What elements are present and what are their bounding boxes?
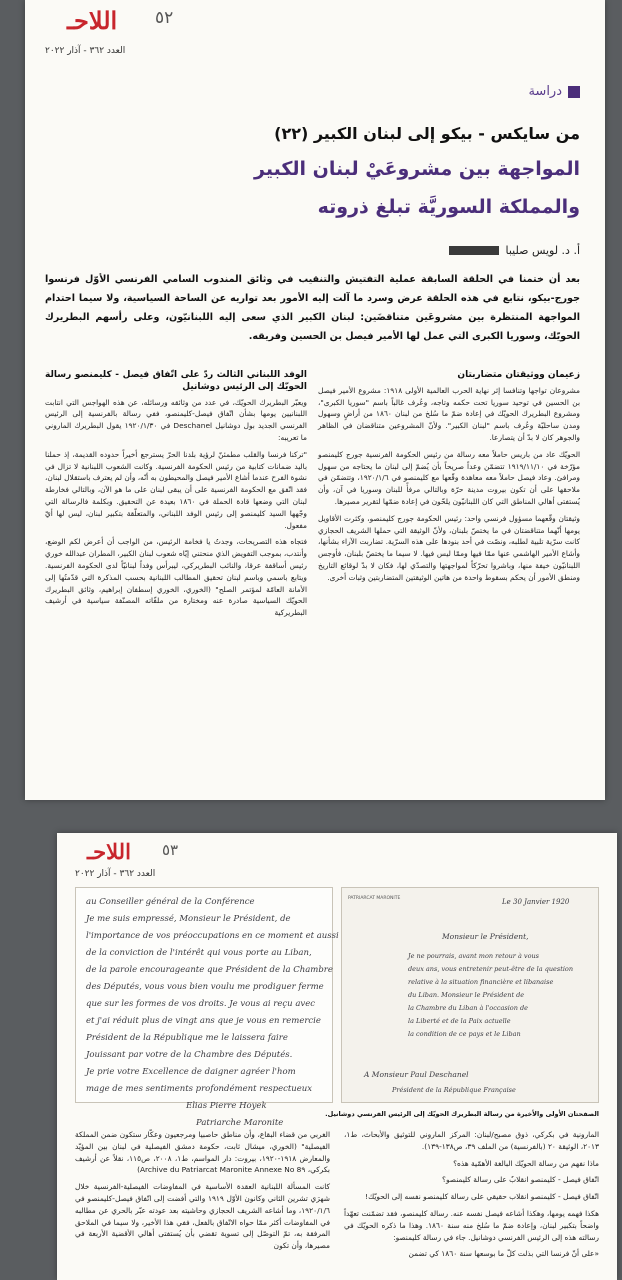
- article-series-title: من سايكس - بيكو إلى لبنان الكبير (٢٢): [274, 124, 580, 143]
- right-column-paragraph: وثيقتان وقّعهما مسؤول فرنسي واحد: رئيس الحكومة جورج كليمنصو، وكثرت الأقاويل يومها أنّهما متناقضتان في ما يختصّ بلبنان، ولأنّ الوثيقة التي حملها الشريف الحجازي كانت سرّية تلبية لطلبه، ونصّت في أحد بنودها على هذه السرّية. تضاربت الآراء بشأنها، وأشاع الأمير الهاشمي عنها ممّا فيها وممّا ليس فيها. لا سيما ما يختصّ بلبنان، فأوجس اللبنانيّون خيفة منها، وباشروا تحرّكاً لمواجهتها والتصدّي لها، فكان لا بدّ لوقائع التاريخ ومنطق الأمور أن يحكم بسقوط واحدة من هاتين الوثيقتين المتضاربتين وثبات أخرى.: [318, 513, 580, 582]
- page-number: ٥٣: [162, 841, 179, 859]
- left-column-paragraph: فتجاه هذه التصريحات، وجدتُ يا فخامة الرئيس، من الواجب أن أعرض لكم الوضع، وأنتدب، بموجب التفويض الذي منحتني إيّاه شعوب لبنان الكبير، المطران عبدالله خوري رئيس أساقفة عرقا، والنائب البطريركي، ليبرأس وفداً لبنانيّاً لدى الحكومة الفرنسية. ويتابع باسمي وباسم لبنان تحقيق المطالب اللبنانية بحسب المذكرة التي قدّمتُها إلى الأمانة العامّة لمؤتمر الصلح" (الخوري، الخوري إسطفان إبراهيم، وثائق البطريرك الحويّك السياسية صادرة عنه ومختارة من ملفّاته المصنّفة سياسية في أرشيف البطريركية: [45, 537, 307, 618]
- letter-body: [398, 950, 588, 1041]
- magazine-logo: اللاحـ: [67, 6, 118, 35]
- article-title-line-1: المواجهة بين مشروعَيْ لبنان الكبير: [254, 158, 580, 180]
- left-column-heading: الوفد اللبناني الثالث ردّ على اتّفاق فيصل - كليمنصو رسالة الحويّك إلى الرئيس دوشانيل: [45, 370, 307, 392]
- letter-signature-title: Patriarche Maronite: [196, 1118, 284, 1128]
- right-column-paragraph: الحويّك عاد من باريس حاملاً معه رسالة من رئيس الحكومة الفرنسية جورج كليمنصو مؤرّخة في ١٩١٩/١١/١٠ تتضمّن وعداً صريحاً بأن يُضمّ إلى لبنان ما يحتاجه من سهول ومرافئ. وعاد فيصل حاملاً معه معاهدة وقّعها مع كليمنصو في ١٩٢٠/١/٦، وتتضمّن في ملاحقها على أن تكون بيروت مدينة حرّة وبالتالي مرفأً للبنان وسوريا في آن، وأن يُستفتى أهالي المناطق التي كان اللبنانيّون يلحّون في إعادة ضمّها لتقرير مصيرها.: [318, 449, 580, 506]
- letter-line: relative à la situation financière et libanaise: [408, 978, 554, 986]
- author-name: أ. د. لويس صليبا: [505, 244, 580, 257]
- letter-salutation: Monsieur le Président,: [442, 932, 529, 941]
- section-square-icon: [568, 86, 580, 98]
- letter-line: et j'ai réduit plus de vingt ans que je vous en remercie: [86, 1016, 321, 1026]
- image-caption: الصفحتان الأولى والأخيرة من رسالة البطريرك الحويّك إلى الرئيس الفرنسي دوشانيل.: [325, 1110, 599, 1118]
- letter-line: la condition de ce pays et le Liban: [408, 1030, 521, 1038]
- right-column: [344, 1129, 599, 1279]
- author-byline: [449, 244, 580, 257]
- letter-line: mage de mes sentiments profondément respectueux: [86, 1084, 313, 1094]
- letter-addressee-title: Président de la République Française: [392, 1086, 516, 1094]
- letter-line: de la parole encourageante que Président de la Chambre: [86, 965, 333, 975]
- right-column-heading: زعيمان ووثيقتان متضاربتان: [457, 370, 580, 380]
- issue-info: العدد ٣٦٢ - آذار ٢٠٢٢: [45, 46, 126, 56]
- letter-addressee: A Monsieur Paul Deschanel: [364, 1070, 469, 1079]
- letter-line: Jouissant par votre de la Chambre des Députés.: [86, 1050, 293, 1060]
- left-column-paragraph: ويعبّر البطريرك الحويّك، في عدد من وثائقه ورسائله، عن هذه الهواجس التي انتابت اللبنانيين يومها بشأن اتّفاق فيصل-كليمنصو، ففي رسالة بالفرنسية إلى الرئيس الفرنسي الجديد بول دوشانيل Deschanel في ١٩٢٠/١/٣٠ يقول البطريرك الماروني ما تعريبه:: [45, 397, 307, 442]
- author-bar-icon: [449, 246, 499, 255]
- letter-line: du Liban. Monsieur le Président de: [408, 991, 525, 999]
- section-text: دراسة: [528, 84, 562, 99]
- right-column-paragraph: ماذا نفهم من رسالة الحويّك البالغة الأهمّية هذه؟: [453, 1158, 599, 1168]
- right-column-paragraph: اتّفاق فيصل - كليمنصو انقلابٌ على رسالة كليمنصو؟: [442, 1175, 599, 1185]
- letter-date: Le 30 Janvier 1920: [502, 898, 570, 906]
- page-number: ٥٢: [155, 8, 174, 28]
- letter-line: deux ans, vous entretenir peut-être de la question: [408, 965, 574, 973]
- issue-info: العدد ٣٦٢ - آذار ٢٠٢٢: [75, 869, 156, 879]
- right-column-paragraph: المارونية في بكركي، ذوق مصبح/لبنان: المركز الماروني للتوثيق والأبحاث، ط١، ٢٠١٣، الوثيقة ٢٠ (بالفرنسية) من الملف ٣٩، ص١٣٨-١٣٩).: [344, 1130, 599, 1151]
- magazine-logo: اللاحـ: [87, 839, 131, 864]
- letterhead: PATRIARCAT MARONITE: [348, 896, 401, 901]
- letter-line: la Chambre du Liban à l'occasion de: [408, 1004, 528, 1012]
- right-column-paragraph: اتّفاق فيصل - كليمنصو انقلاب حقيقي على رسالة كليمنصو نفسه إلى الحويّك!: [365, 1192, 599, 1202]
- letter-line: l'importance de vos préoccupations en ce moment et aussi: [86, 931, 339, 941]
- letter-signature: Elias Pierre Hoyek: [186, 1101, 267, 1111]
- left-column: [75, 1129, 330, 1279]
- left-column-paragraph: "تركنا فرنسا والقلب مطمئنّ لرؤية بلدنا الحرّ يسترجع أخيراً حدوده القديمة، إذ حملنا باليد ضمانات كتابية من رئيس الحكومة الفرنسية. وكانت الشعوب اللبنانية لا تزال في نشوة الفرح عندما أشاع الأمير فيصل والمحيطون به أنّه، وأن لم يعترف باستقلال لبنان، فقد اتّفق مع الحكومة الفرنسية على أن يبقى لبنان على ما هو الآن، وبالتالي فخارطة لبنان التي وضعها قادة الحملة في ١٨٦٠ بعيدة عن التحقيق. وبكلمة فالرسالة التي وجّهها السيد كليمنصو إلى رئيس الوفد اللبناني، والمتعلّقة بتكبير لبنان، ليس لها أيّ مفعول.: [45, 449, 307, 530]
- section-label: [528, 84, 580, 99]
- letter-line: Je me suis empressé, Monsieur le Président, de: [86, 914, 291, 924]
- magazine-page-52: [25, 0, 605, 800]
- letter-line: Président de la République me le laissera faire: [86, 1033, 288, 1043]
- right-column-paragraph: «على أنّ فرنسا التي بذلت كلّ ما بوسعها سنة ١٨٦٠ كي تضمن: [408, 1249, 599, 1259]
- magazine-page-53: [57, 833, 617, 1280]
- letter-first-page-image: [341, 887, 599, 1103]
- left-column-paragraph: الغربي من قضاء البقاع، وأن مناطق حاصبيا ومرجعيون وعكّار ستكون ضمن المملكة الفيصلية" (الخوري، ميشال ثابت، حكومة دمشق الفيصلية في لبنان بين المؤيّد والمعارض ١٩١٨-١٩٢٠، بيروت: دار المواسم، ط١، ٢٠٠٨، ص١١٥، نقلاً عن أرشيف بكركي، Archive du Patriarcat Maronite Annexe No 8٩): [75, 1130, 331, 1175]
- letter-line: Je prie votre Excellence de daigner agréer l'hom: [86, 1067, 296, 1077]
- letter-line: des Députés, vous vous bien voulu me prodiguer ferme: [86, 982, 324, 992]
- letter-line: la Liberté et de la Paix actuelle: [408, 1017, 511, 1025]
- letter-line: au Conseiller général de la Conférence: [86, 897, 255, 907]
- lead-paragraph: بعد أن ختمنا في الحلقة السابقة عملية التفتيش والتنقيب في وثائق المندوب السامي الفرنسي الأوّل فرنسوا جورج-بيكو، نتابع في هذه الحلقة عرض وسرد ما آلت إليه الأمور بعد تواريه عن الساحة السياسية، ولا سيما احتدام المواجهة المنتظرة بين مشروعَين متناقضَين: لبنان الكبير الذي سعى إليه اللبنانيّون، وعلى رأسهم البطريرك الحويّك، وسوريا الكبرى التي عمل لها الأمير فيصل بن الحسين وفريقه.: [45, 274, 580, 342]
- left-column: [45, 370, 307, 790]
- right-column: [318, 370, 580, 790]
- right-column-paragraph: هكذا فهمه يومها، وهكذا أشاعه فيصل نفسه عنه. رسالة كليمنصو، فقد تضمّنت تعهّداً واضحاً بتكبير لبنان، وإعادة ضمّ ما سُلخ منه سنة ١٨٦٠. وهذا ما ذكره الحويّك في رسالته هذه إلى الرئيس الفرنسي دوشانيل. جاء في رسالة كليمنصو:: [344, 1208, 599, 1242]
- letter-line: que sur les formes de vos droits. Je vous ai reçu avec: [86, 999, 315, 1009]
- letter-last-page-image: [75, 887, 339, 1128]
- letter-line: Je ne pourrais, avant mon retour à vous: [408, 952, 540, 960]
- letter-line: de la conviction de l'intérêt qui vous porte au Liban,: [86, 948, 312, 958]
- right-column-paragraph: مشروعان تواجها وتنافسا إثر نهاية الحرب العالمية الأولى ١٩١٨: مشروع الأمير فيصل بن الحسين في توحيد سوريا تحت حكمه وتاجه، وعُرف غالباً باسم "سوريا الكبرى"، ومشروع البطريرك الحويّك في إعادة ضمّ ما سُلخ من لبنان ١٨٦٠ من أراضٍ وسهول ومدن ساحليّة وعُرف باسم "لبنان الكبير". ولأنّ المشروعين متناقضان في الظاهر والجوهر كان لا بدّ أن يتصارعا.: [318, 385, 580, 442]
- article-title-line-2: والمملكة السوريَّة تبلغ ذروته: [317, 196, 580, 218]
- left-column-paragraph: كانت المسألة اللبنانية العقدة الأساسية في المفاوضات الفيصلية-الفرنسية خلال شهرَي تشرين الثاني وكانون الأوّل ١٩١٩ والتي أفضت إلى اتّفاق فيصل-كليمنصو في ١٩٢٠/١/٦، وما أشاعه الشريف الحجازي وحاشيته بعد عودته عبّر بالحري عن مطالبه في المفاوضات أكثر ممّا حواه الاتّفاق بالفعل، ففي هذا الأخير، ولا سيما في الملاحق المرفقة به، تمّ التوصّل إلى تسوية تقضي بأن يُستفتى أهالي الأقضية الأربعة في مصيرها، وأن تكون: [75, 1182, 330, 1251]
